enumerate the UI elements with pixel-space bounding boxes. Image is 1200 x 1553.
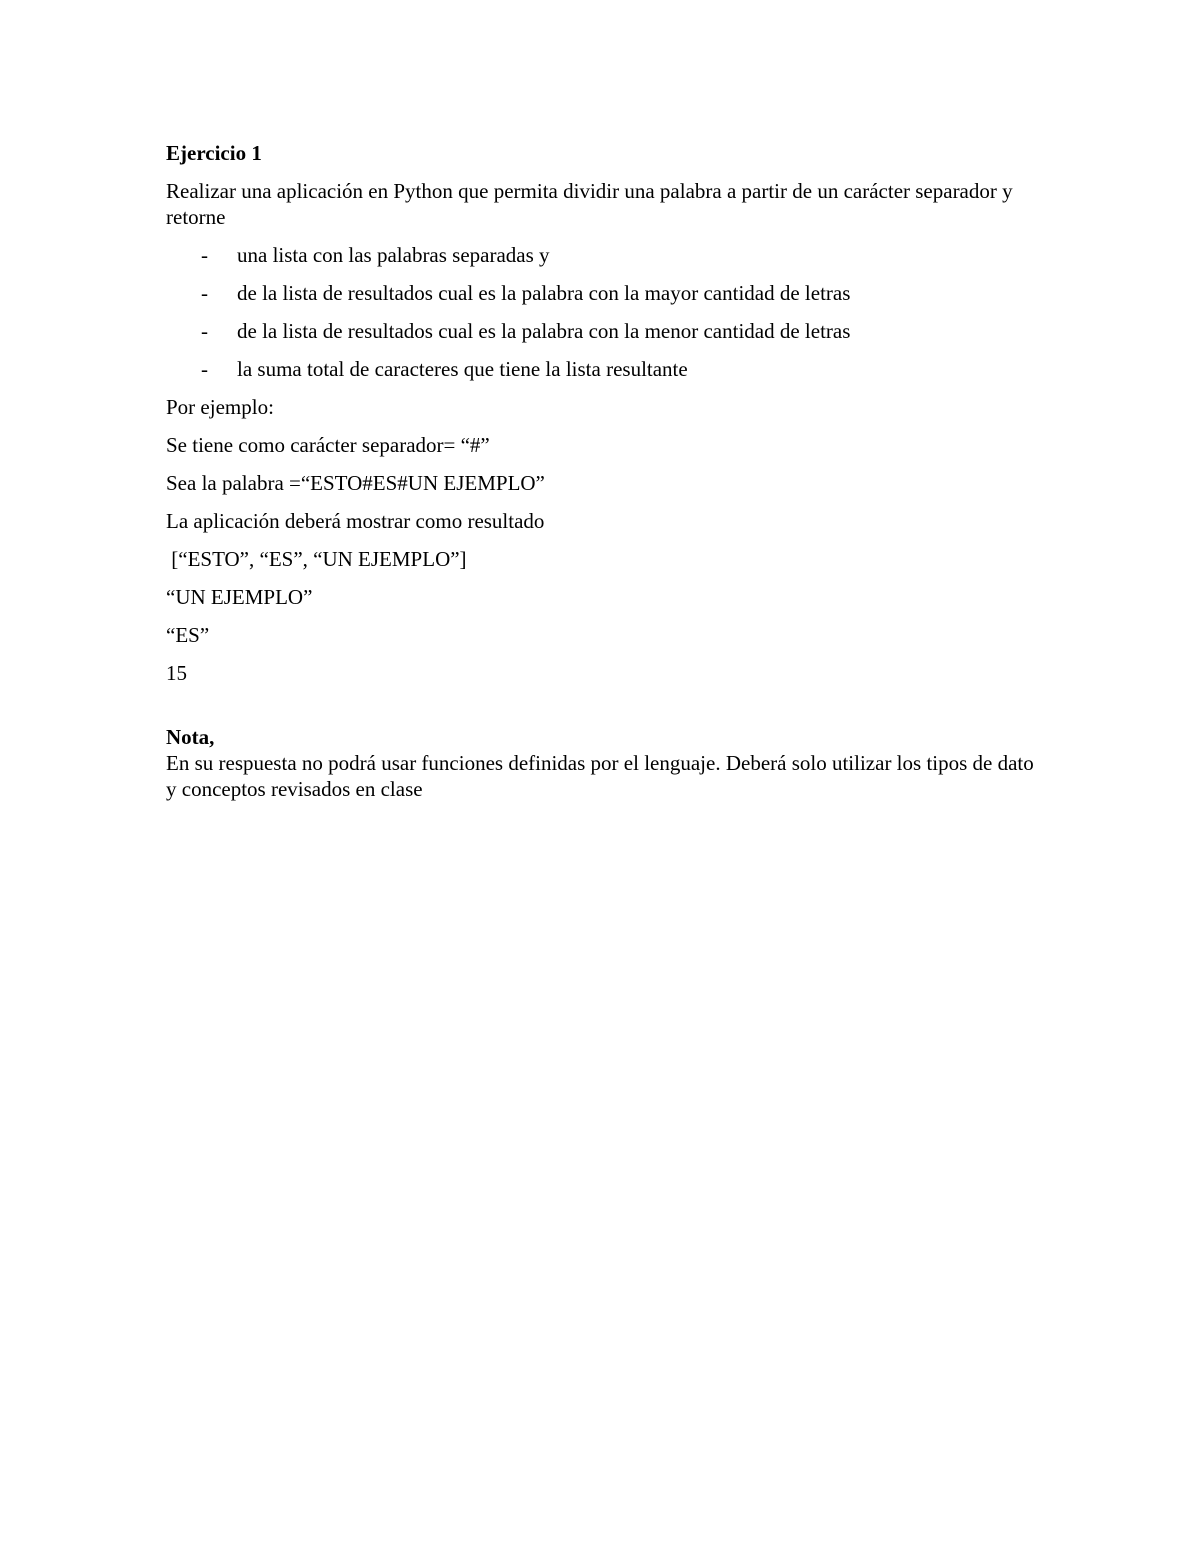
example-result-shortest: “ES”: [166, 623, 210, 647]
list-item-text: de la lista de resultados cual es la palabra con la menor cantidad de letras: [237, 319, 851, 343]
example-label: Por ejemplo:: [166, 395, 274, 419]
list-item-text: una lista con las palabras separadas y: [237, 243, 550, 267]
example-result-total: 15: [166, 661, 187, 685]
dash-marker: -: [201, 243, 208, 267]
note-title: Nota,: [166, 725, 215, 749]
list-item: [166, 318, 1046, 344]
list-item: [166, 242, 1046, 268]
list-item: [166, 356, 1046, 382]
section-spacer: [166, 698, 1046, 724]
example-result-list: [“ESTO”, “ES”, “UN EJEMPLO”]: [166, 547, 467, 571]
requirements-list: [166, 242, 1046, 382]
exercise-heading: Ejercicio 1: [166, 141, 262, 165]
example-result-longest: “UN EJEMPLO”: [166, 585, 313, 609]
exercise-intro: Realizar una aplicación en Python que permita dividir una palabra a partir de un carácter separador y retorne: [166, 179, 1013, 229]
example-separator-line: Se tiene como carácter separador= “#”: [166, 433, 490, 457]
list-item-text: de la lista de resultados cual es la palabra con la mayor cantidad de letras: [237, 281, 851, 305]
example-result-intro: La aplicación deberá mostrar como resultado: [166, 509, 545, 533]
dash-marker: -: [201, 281, 208, 305]
list-item-text: la suma total de caracteres que tiene la lista resultante: [237, 357, 688, 381]
dash-marker: -: [201, 319, 208, 343]
dash-marker: -: [201, 357, 208, 381]
list-item: [166, 280, 1046, 306]
note-body: En su respuesta no podrá usar funciones definidas por el lenguaje. Deberá solo utilizar los tipos de dato y conceptos revisados en clase: [166, 751, 1034, 801]
example-word-line: Sea la palabra =“ESTO#ES#UN EJEMPLO”: [166, 471, 545, 495]
document-page: [166, 140, 1046, 802]
